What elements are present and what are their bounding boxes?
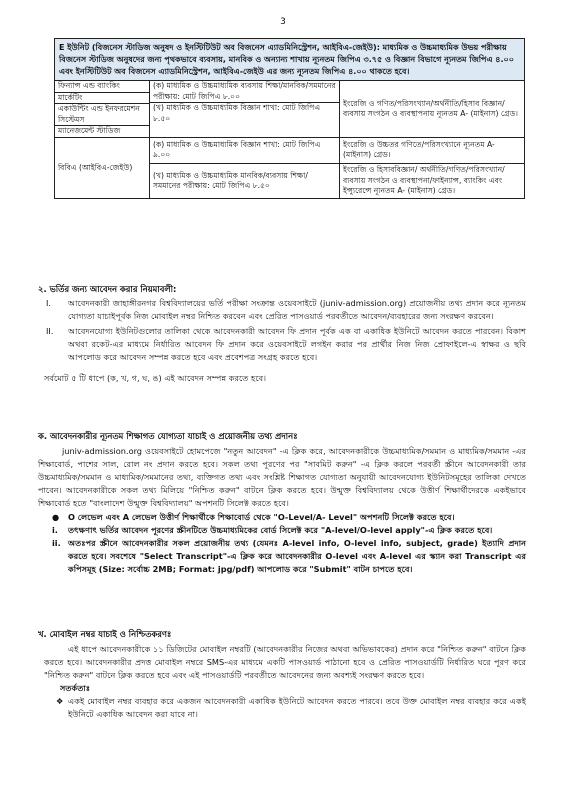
- department-item: ম্যানেজমেন্ট স্টাডিজ: [58, 126, 121, 136]
- diamond-bullet-icon: ❖: [56, 696, 64, 706]
- condition-a: (ক) মাধ্যমিক ও উচ্চমাধ্যমিক ব্যবসায় শিক্ষা/মানবিক/সমমানের পরীক্ষায়: মোট জিপিএ ৮.০০: [150, 81, 339, 103]
- section-ka: [38, 430, 526, 576]
- list-text: আবেদনযোগ্য ইউনিটগুলোর তালিকা থেকে আবেদনকারী আবেদন ফি প্রদান পূর্বক এক বা একাধিক ইউনিটে আবেদন করতে পারবেন। বিকাশ অথবা রকেট-এর মাধ্যমে নির্ধারিত আবেদন ফি প্রদান করে ওয়েবসাইটে লগইন করার পর প্রার্থীর নিজ নিজ প্রোফাইলে-এ স্বাক্ষর ও ছবি আপলোড করে আবেদন সম্পন্ন করতে হবে এবং প্রবেশপত্র সংগ্রহ করতে হবে।: [68, 326, 526, 362]
- department-list-cell: [55, 81, 150, 138]
- section-heading: ক. আবেদনকারীর ন্যূনতম শিক্ষাগত যোগ্যতা যাচাই ও প্রয়োজনীয় তথ্য প্রদানঃ: [38, 431, 298, 441]
- paragraph: এই ধাপে আবেদনকারীকে ১১ ডিজিটের মোবাইল নম্বরটি (আবেদনকারীর নিজের অথবা অভিভাবকের) প্রদান করে "নিশ্চিত করুন" বাটনে ক্লিক করতে হবে। আবেদনকারীর প্রদত্ত মোবাইল নম্বরে SMS-এর মাধ্যমে একটি পাসওয়ার্ড পাঠানো হবে ও প্রেরিত পাসওয়ার্ডটি নির্ধারিত ঘরে পূরণ করে "নিশ্চিত করুন" বাটনে ক্লিক করতে হবে এবং এই পাসওয়ার্ডটি পরবর্তীতে আবেদনের জন্য অবশ্যই সংরক্ষণ করতে হবে।: [44, 644, 526, 680]
- list-text: অতঃপর স্ক্রীনে আবেদনকারীর সকল প্রয়োজনীয় তথ্য (যেমনঃ A-level info, O-level info, subject, grade) ইত্যাদি প্রদান করতে হবে। সবশেষে "Select Transcript"-এ ক্লিক করে আবেদনকারীর O-level এবং A-level এর স্ক্যান করা Transcript এর কপিসমূহ (Size: সর্বোচ্চ 2MB; Format: jpg/pdf) আপলোড করে "Submit" বাটন চাপতে হবে।: [68, 538, 526, 574]
- list-marker: I.: [46, 298, 52, 308]
- bba-requirement-b: ইংরেজি ও হিসাববিজ্ঞান/ অর্থনীতি/গণিত/পরিসংখ্যান/ব্যবসায় সংগঠন ও ব্যবস্থাপনা/ফাইন্যান্স, ব্যাংকিং এবং ইন্স্যুরেন্সে ন্যূনতম A- (মাইনাস) গ্রেড।: [340, 163, 525, 199]
- bullet-icon: ●: [52, 512, 60, 522]
- department-item: একাউন্টিং এন্ড ইনফরমেশন সিস্টেমস: [55, 104, 149, 126]
- department-item: ফিন্যান্স এন্ড ব্যাংকিং: [55, 81, 149, 93]
- section-heading: খ. মোবাইল নম্বর যাচাই ও নিশ্চিতকরণঃ: [38, 629, 172, 639]
- subject-requirement-cell: ইংরেজি ও গণিত/পরিসংখ্যান/অর্থনীতি/হিসাব বিজ্ঞান/ব্যবসায় সংগঠন ও ব্যবস্থাপনায় ন্যূনতম A- (মাইনাস) গ্রেড।: [340, 81, 525, 138]
- list-item: [38, 695, 526, 721]
- section-application-rules: [38, 283, 526, 385]
- gpa-condition-cell: [150, 81, 340, 138]
- list-item: [38, 511, 526, 524]
- list-item: [38, 297, 526, 323]
- list-marker: ii.: [52, 538, 61, 548]
- bullet-text: O লেভেল এবং A লেভেল উত্তীর্ণ শিক্ষার্থীকে শিক্ষাবোর্ড থেকে "O-Level/A- Level" অপশনটি সিলেক্ট করতে হবে।: [68, 512, 455, 522]
- steps-summary: সর্বমোট ৫ টি ধাপে (ক, খ, গ, ঘ, ঙ) এই আবেদন সম্পন্ন করতে হবে।: [44, 373, 267, 383]
- condition-b: (খ) মাধ্যমিক ও উচ্চমাধ্যমিক বিজ্ঞান শাখা: মোট জিপিএ ৮.৫০: [153, 103, 321, 123]
- department-item: মার্কেটিং: [55, 93, 149, 105]
- page-number: 3: [280, 17, 286, 27]
- list-item: [38, 524, 526, 537]
- paragraph: juniv-admission.org ওয়েবসাইটে হোমপেজে "নতুন আবেদন" -এ ক্লিক করে, আবেদনকারীকে উচ্চমাধ্যমিক/সমমান ও মাধ্যমিক/সমমান -এর শিক্ষাবোর্ড, পাশের সাল, রোল নং প্রদান করতে হবে। সকল তথ্য পূরণের পর "সাবমিট করুন" -এ ক্লিক করলে পরবর্তী স্ক্রীনে আবেদনকারী তার উচ্চমাধ্যমিক/সমমান ও মাধ্যমিক/সমমানের তথ্য, ব্যক্তিগত তথ্য এবং সংশ্লিষ্ট শিক্ষাগত যোগ্যতা অনুযায়ী আবেদনযোগ্য ইউনিটসমূহের তালিকা দেখতে পাবেন। আবেদনকারীকে সকল তথ্য মিলিয়ে "নিশ্চিত করুন" বাটনে ক্লিক করতে হবে। উন্মুক্ত বিশ্ববিদ্যালয় থেকে উত্তীর্ণ শিক্ষার্থীদেরকে একইভাবে শিক্ষাবোর্ড হতে "বাংলাদেশ উন্মুক্ত বিশ্ববিদ্যালয়" অপশনটি সিলেক্ট করতে হবে।: [38, 446, 526, 508]
- list-item: [38, 325, 526, 364]
- section-kha: [38, 628, 526, 721]
- list-text: তৎক্ষণাৎ ভর্তির আবেদন পূরণের স্ক্রীনটিতে উচ্চমাধ্যমিকের বোর্ড সিলেক্ট করে "A-level/O-level apply"-এ ক্লিক করতে হবে।: [68, 525, 493, 535]
- bullet-text: একই মোবাইল নম্বর ব্যবহার করে একজন আবেদনকারী একাধিক ইউনিটে আবেদন করতে পারবে। তবে উক্ত মোবাইল নম্বর ব্যবহার করে একই ইউনিটে একাধিক আবেদন করা যাবে না।: [68, 696, 526, 719]
- list-text: আবেদনকারী জাহাঙ্গীরনগর বিশ্ববিদ্যালয়ের ভর্তি পরীক্ষা সংক্রান্ত ওয়েবসাইটে (juniv-admission.org) প্রয়োজনীয় তথ্য প্রদান করে ন্যূনতম যোগ্যতা যাচাইপূর্বক নিজ মোবাইল নম্বর নিশ্চিত করবেন এবং প্রেরিত পাসওয়ার্ড পরবর্তীতে আবেদন/ব্যবহারের জন্য সংরক্ষণ করবেন।: [68, 298, 526, 321]
- caution-label: সতর্কতাঃ: [60, 683, 91, 693]
- bba-requirement-a: ইংরেজি ও উচ্চতর গণিতে/পরিসংখ্যানে ন্যূনতম A- (মাইনাস) গ্রেড।: [340, 137, 525, 163]
- list-marker: i.: [52, 525, 58, 535]
- table-header: E ইউনিট (বিজনেস স্টাডিজ অনুষদ ও ইনস্টিটিউট অব বিজনেস এ্যাডমিনিস্ট্রেশন, আইবিএ-জেইউ): মাধ্যমিক ও উচ্চমাধ্যমিক উভয় পরীক্ষায় বিজনেস স্টাডিজ অনুষদের জন্য পৃথকভাবে ব্যবসায়, মানবিক ও অন্যান্য শাখায় ন্যূনতম জিপিএ ৩.৭৫ ও বিজ্ঞান বিভাগে ন্যূনতম জিপিএ ৪.০০ এবং ইনস্টিটিউট অব বিজনেস এ্যাডমিনিস্ট্রেশন, আইবিএ-জেইউ এর জন্য ন্যূনতম জিপিএ ৪.০০ থাকতে হবে।: [55, 39, 525, 81]
- bba-condition-a: (ক) মাধ্যমিক ও উচ্চমাধ্যমিক বিজ্ঞান শাখা: মোট জিপিএ ৯.০০: [150, 137, 340, 163]
- list-item: [38, 537, 526, 576]
- section-heading: ২. ভর্তির জন্য আবেদন করার নিয়মাবলী:: [38, 284, 177, 294]
- bba-condition-b: (খ) মাধ্যমিক ও উচ্চমাধ্যমিক মানবিক/ব্যবসায় শিক্ষা/ সমমানের পরীক্ষায়: মোট জিপিএ ৮.৫০: [150, 163, 340, 199]
- bba-department-cell: বিবিএ (আইবিএ-জেইউ): [55, 137, 150, 199]
- e-unit-requirements-table: [54, 38, 524, 199]
- list-marker: II.: [46, 326, 54, 336]
